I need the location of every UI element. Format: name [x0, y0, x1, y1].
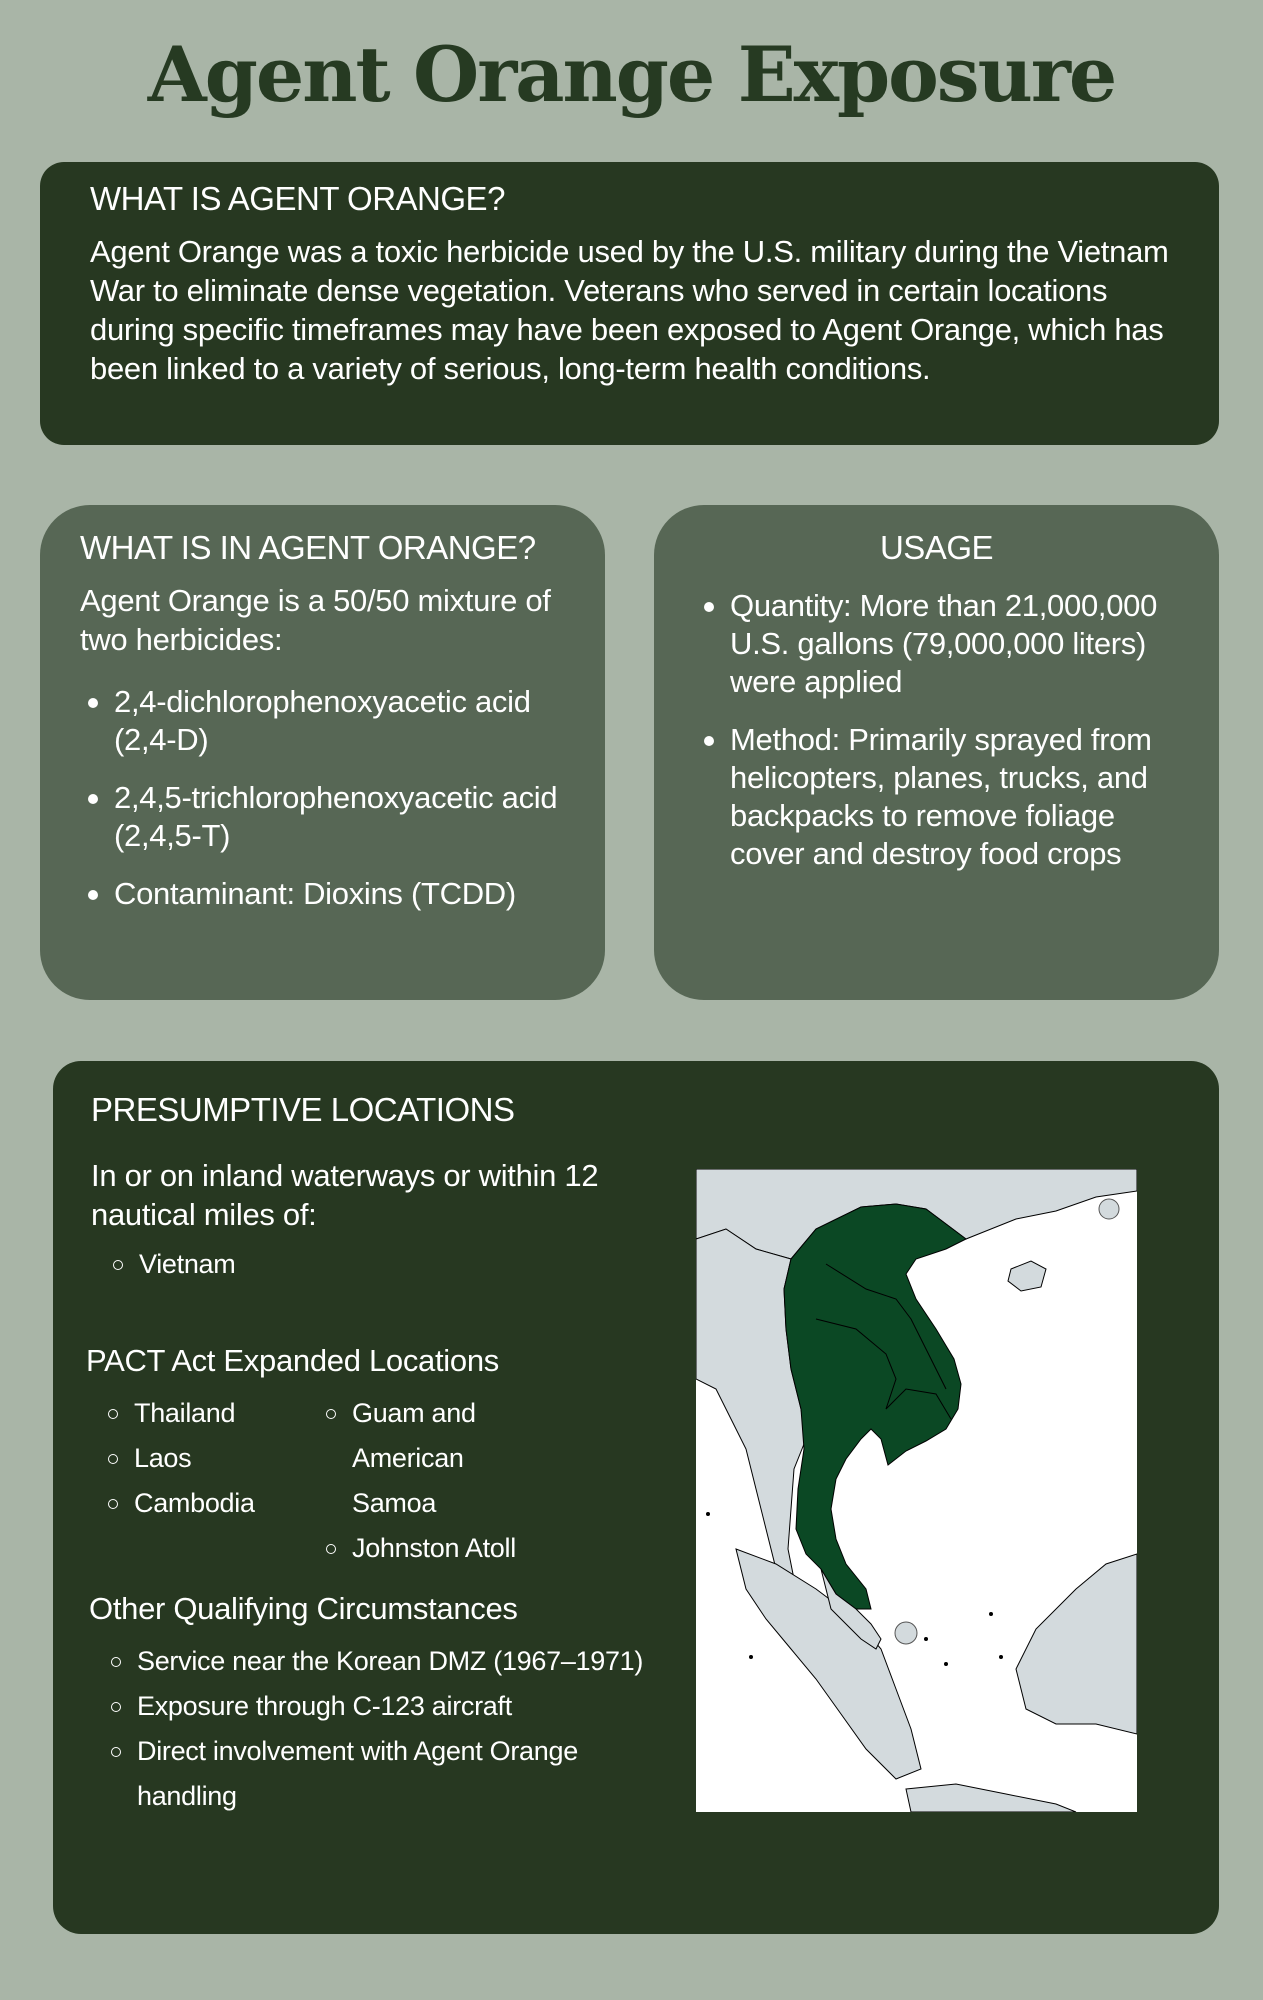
- list-item: Quantity: More than 21,000,000 U.S. gallons (79,000,000 liters) were applied: [696, 587, 1177, 701]
- list-item: Johnston Atoll: [304, 1526, 522, 1571]
- locations-heading: PRESUMPTIVE LOCATIONS: [91, 1091, 515, 1128]
- usage-card: [654, 505, 1219, 1000]
- usage-list: [696, 587, 1177, 873]
- primary-list: [91, 1242, 651, 1287]
- composition-intro: Agent Orange is a 50/50 mixture of two herbicides:: [80, 583, 551, 657]
- list-item: Guam and American Samoa: [304, 1391, 522, 1526]
- list-item: Exposure through C-123 aircraft: [89, 1684, 649, 1729]
- pact-heading: PACT Act Expanded Locations: [86, 1343, 499, 1378]
- list-item: Direct involvement with Agent Orange handling: [89, 1729, 649, 1819]
- list-item: 2,4,5-trichlorophenoxyacetic acid (2,4,5-T): [80, 779, 565, 855]
- usage-heading: USAGE: [879, 529, 994, 566]
- composition-heading: WHAT IS IN AGENT ORANGE?: [80, 529, 536, 566]
- singapore-marker: [895, 1622, 917, 1644]
- primary-locations: [91, 1156, 651, 1287]
- hong-kong-marker: [1099, 1199, 1119, 1219]
- list-item: Thailand: [86, 1391, 304, 1436]
- composition-card: [40, 505, 605, 1000]
- page-title: Agent Orange Exposure: [147, 30, 1116, 119]
- what-is-heading: WHAT IS AGENT ORANGE?: [90, 180, 505, 217]
- other-list: [89, 1639, 649, 1819]
- list-item: Contaminant: Dioxins (TCDD): [80, 875, 565, 913]
- list-item: Method: Primarily sprayed from helicopters, planes, trucks, and backpacks to remove foliage cover and destroy food crops: [696, 721, 1177, 873]
- pact-list-col2: [304, 1391, 522, 1571]
- locations-intro: In or on inland waterways or within 12 nautical miles of:: [91, 1158, 599, 1232]
- what-is-body: Agent Orange was a toxic herbicide used by the U.S. military during the Vietnam War to eliminate dense vegetation. Veterans who served in certain locations during specific timeframes may have been exposed to Agent Orange, which has been linked to a variety of serious, long-term health conditions.: [90, 234, 1169, 386]
- pact-locations: [86, 1343, 646, 1571]
- list-item: Cambodia: [86, 1481, 304, 1526]
- other-circumstances: [89, 1591, 649, 1819]
- list-item: 2,4-dichlorophenoxyacetic acid (2,4-D): [80, 683, 565, 759]
- other-heading: Other Qualifying Circumstances: [89, 1591, 518, 1626]
- locations-card: [53, 1061, 1219, 1934]
- list-item: Laos: [86, 1436, 304, 1481]
- list-item: Service near the Korean DMZ (1967–1971): [89, 1639, 649, 1684]
- southeast-asia-map: [696, 1169, 1137, 1812]
- list-item: Vietnam: [91, 1242, 651, 1287]
- what-is-card: [40, 162, 1219, 445]
- pact-list-col1: [86, 1391, 304, 1571]
- composition-list: [80, 683, 565, 913]
